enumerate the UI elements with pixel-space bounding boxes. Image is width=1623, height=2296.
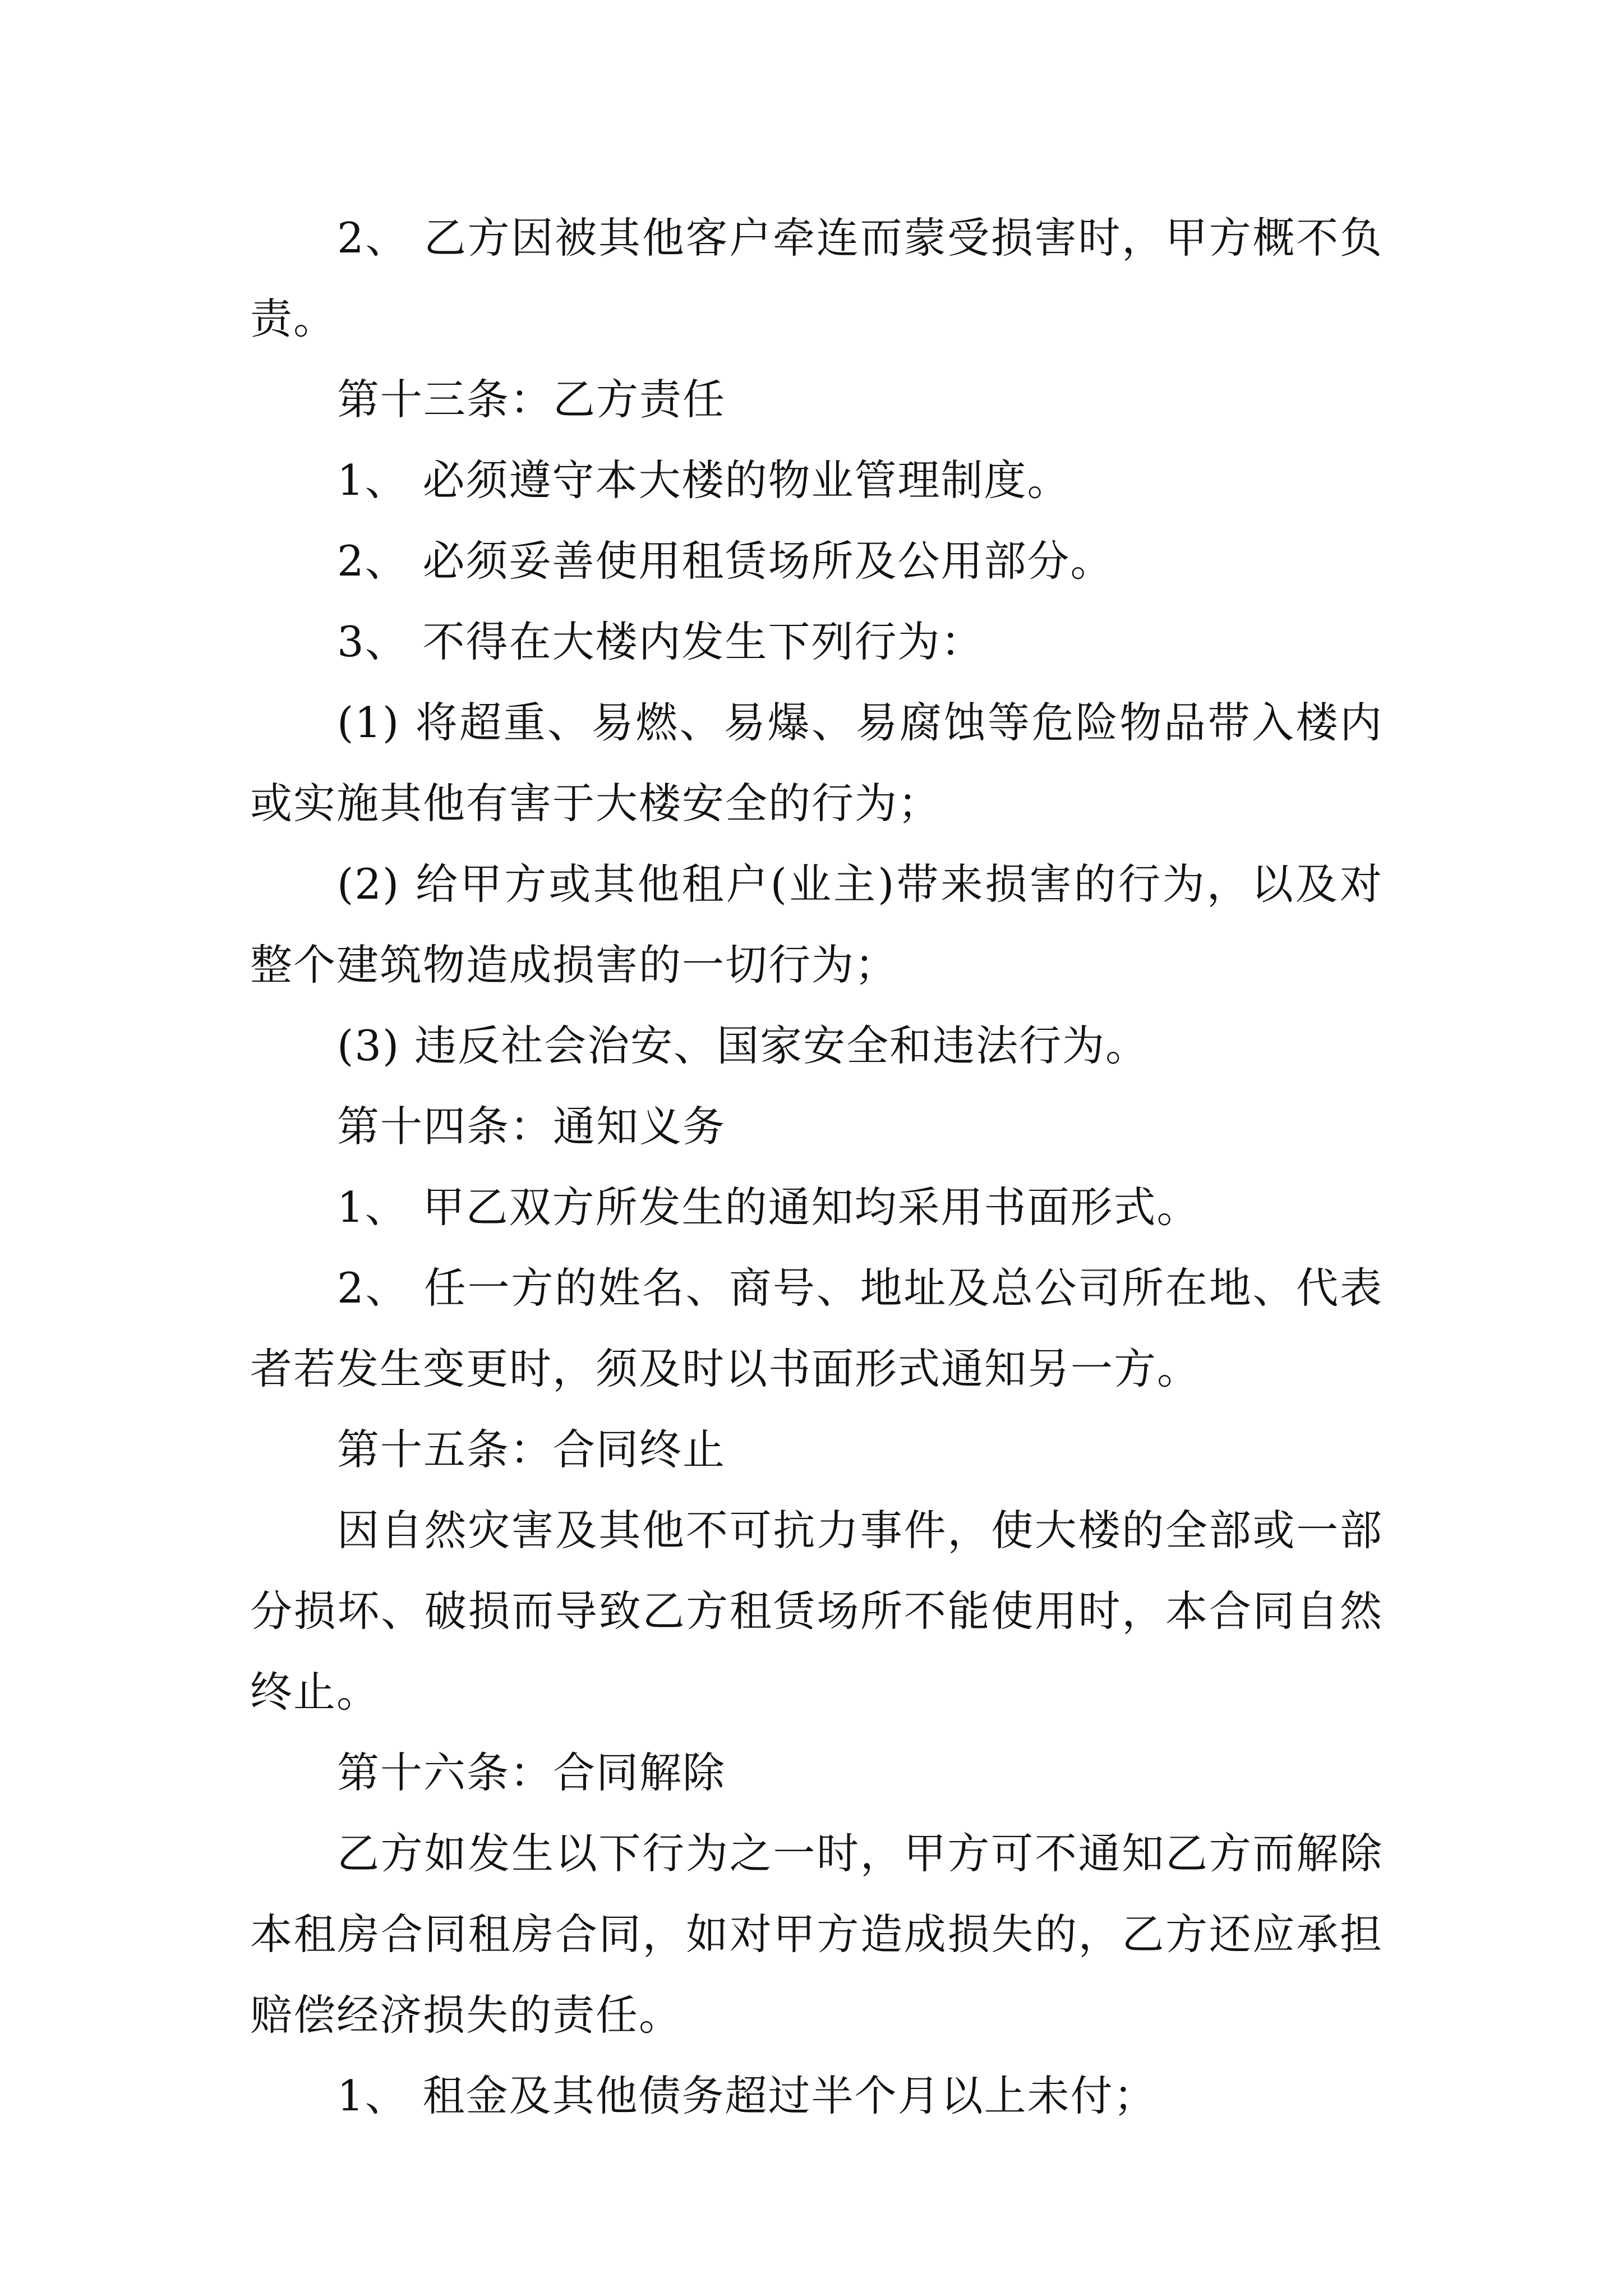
article-14-heading: 第十四条：通知义务 bbox=[337, 1102, 726, 1151]
article-16-heading: 第十六条：合同解除 bbox=[337, 1748, 726, 1797]
article-15-body: 因自然灾害及其他不可抗力事件，使大楼的全部或一部分损坏、破损而导致乙方租赁场所不能使用时，本合同自然终止。 bbox=[250, 1506, 1383, 1717]
article-14-item-2: 2、 任一方的姓名、商号、地址及总公司所在地、代表者若发生变更时，须及时以书面形式通知另一方。 bbox=[250, 1263, 1383, 1393]
article-13-subitem-3: (3) 违反社会治安、国家安全和违法行为。 bbox=[337, 1021, 1149, 1070]
article-15-heading: 第十五条：合同终止 bbox=[337, 1425, 726, 1474]
article-13-item-2: 2、 必须妥善使用租赁场所及公用部分。 bbox=[337, 536, 1114, 586]
article-14-item-1: 1、 甲乙双方所发生的通知均采用书面形式。 bbox=[337, 1182, 1200, 1232]
clause-12-item-2: 2、 乙方因被其他客户牵连而蒙受损害时，甲方概不负责。 bbox=[250, 213, 1383, 343]
article-13-subitem-1: (1) 将超重、易燃、易爆、易腐蚀等危险物品带入楼内或实施其他有害于大楼安全的行为； bbox=[250, 698, 1383, 828]
article-16-body: 乙方如发生以下行为之一时，甲方可不通知乙方而解除本租房合同租房合同，如对甲方造成损失的，乙方还应承担赔偿经济损失的责任。 bbox=[250, 1829, 1383, 2040]
article-16-item-1: 1、 租金及其他债务超过半个月以上未付； bbox=[337, 2071, 1157, 2120]
article-13-item-1: 1、 必须遵守本大楼的物业管理制度。 bbox=[337, 455, 1071, 505]
document-body bbox=[250, 197, 1383, 2136]
article-13-subitem-2: (2) 给甲方或其他租户(业主)带来损害的行为，以及对整个建筑物造成损害的一切行为； bbox=[250, 859, 1383, 990]
article-13-heading: 第十三条：乙方责任 bbox=[337, 375, 726, 424]
article-13-item-3: 3、 不得在大楼内发生下列行为： bbox=[337, 617, 984, 666]
